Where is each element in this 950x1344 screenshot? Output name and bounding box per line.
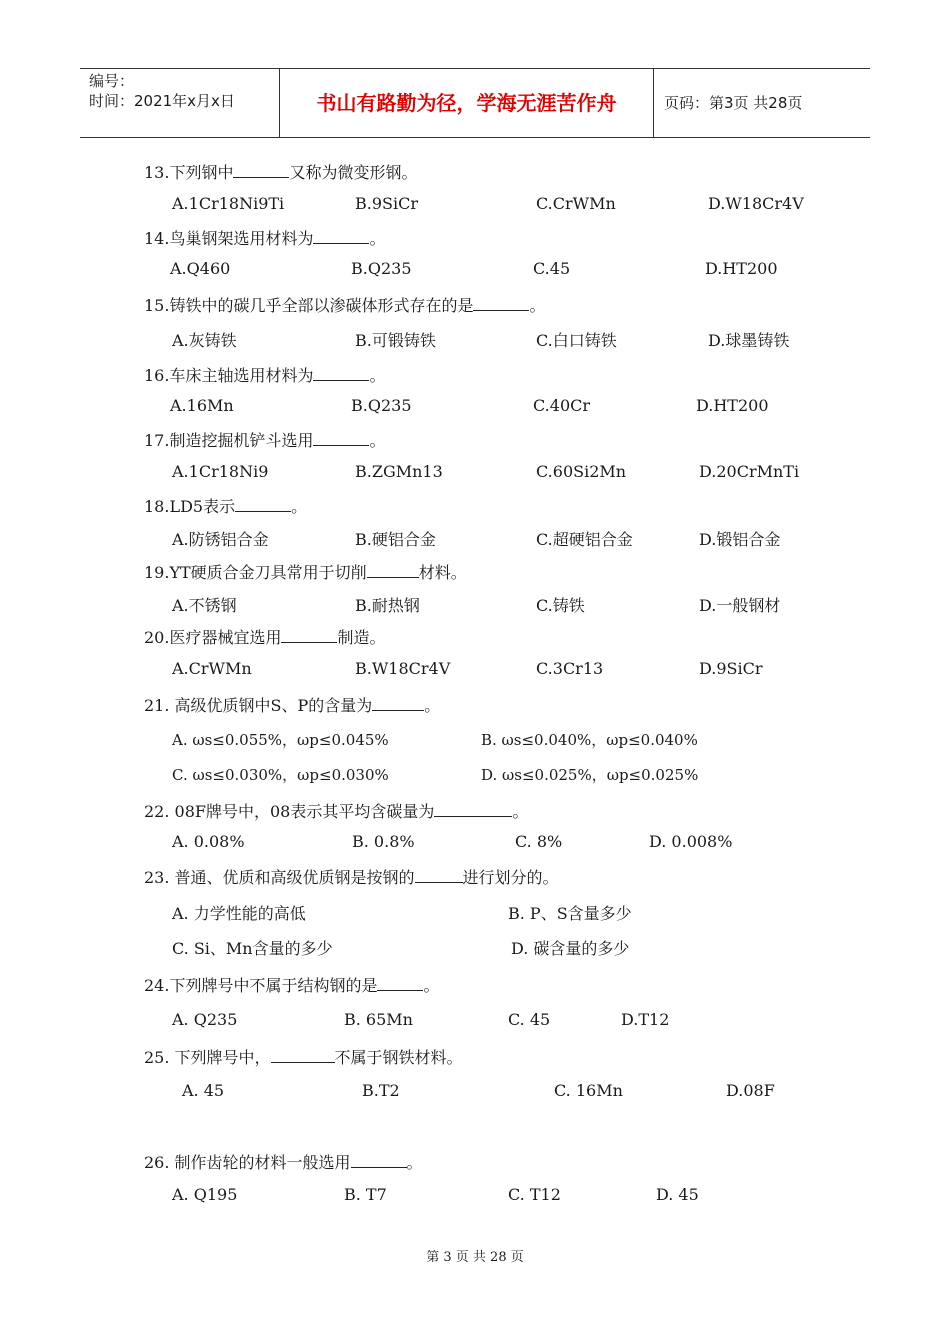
option: D.一般钢材 — [699, 596, 781, 615]
option: C.60Si2Mn — [536, 462, 627, 481]
question-14: 14.鸟巢钢架选用材料为 。 — [144, 229, 386, 248]
page-header — [80, 68, 870, 138]
option: C. 8% — [515, 832, 563, 851]
option: D. 0.008% — [649, 832, 733, 851]
question-15: 15.铸铁中的碳几乎全部以渗碳体形式存在的是 。 — [144, 296, 546, 315]
question-16: 16.车床主轴选用材料为 。 — [144, 366, 386, 385]
question-22: 22. 08F牌号中，08表示其平均含碳量为 。 — [144, 802, 529, 821]
option: A.不锈钢 — [172, 596, 237, 615]
option: B. T7 — [344, 1185, 387, 1204]
option: B.Q235 — [351, 259, 412, 278]
option: C. ωs≤0.030%，ωp≤0.030% — [172, 766, 389, 784]
question-17: 17.制造挖掘机铲斗选用 。 — [144, 431, 386, 450]
option: B.9SiCr — [355, 194, 418, 213]
option: B. ωs≤0.040%，ωp≤0.040% — [481, 731, 698, 749]
option: A.防锈铝合金 — [172, 530, 269, 549]
option: A.CrWMn — [172, 659, 252, 678]
option: A.1Cr18Ni9 — [172, 462, 269, 481]
question-20: 20.医疗器械宜选用 制造。 — [144, 628, 386, 647]
option: B.耐热钢 — [355, 596, 420, 615]
option: B.Q235 — [351, 396, 412, 415]
option: C.45 — [533, 259, 571, 278]
option: B.W18Cr4V — [355, 659, 451, 678]
option: D.HT200 — [696, 396, 769, 415]
option: A.16Mn — [170, 396, 234, 415]
question-19: 19.YT硬质合金刀具常用于切削 材料。 — [144, 563, 467, 582]
option: B. 65Mn — [344, 1010, 413, 1029]
question-25: 25. 下列牌号中， 不属于钢铁材料。 — [144, 1048, 463, 1067]
question-21: 21. 高级优质钢中S、P的含量为 。 — [144, 696, 441, 715]
option: D.锻铝合金 — [699, 530, 781, 549]
header-number-label: 编号： — [89, 72, 135, 90]
option: A. 0.08% — [172, 832, 245, 851]
option: C.CrWMn — [536, 194, 616, 213]
option: D. ωs≤0.025%，ωp≤0.025% — [481, 766, 699, 784]
option: B.可锻铸铁 — [355, 331, 436, 350]
option: C.3Cr13 — [536, 659, 604, 678]
option: B. 0.8% — [352, 832, 415, 851]
question-18: 18.LD5表示 。 — [144, 497, 308, 516]
option: C. T12 — [508, 1185, 561, 1204]
option: D.T12 — [621, 1010, 670, 1029]
header-motto: 书山有路勤为径，学海无涯苦作舟 — [280, 69, 654, 137]
option: D.HT200 — [705, 259, 778, 278]
option: A.1Cr18Ni9Ti — [172, 194, 285, 213]
question-26: 26. 制作齿轮的材料一般选用 。 — [144, 1153, 423, 1172]
option: A. ωs≤0.055%，ωp≤0.045% — [172, 731, 389, 749]
option: A. 力学性能的高低 — [172, 904, 306, 923]
option: D.08F — [726, 1081, 775, 1100]
header-page-info: 页码：第3页 共28页 — [664, 94, 803, 112]
page-footer: 第 3 页 共 28 页 — [426, 1250, 524, 1265]
option: D.20CrMnTi — [699, 462, 800, 481]
option: C. 45 — [508, 1010, 551, 1029]
option: C. Si、Mn含量的多少 — [172, 939, 333, 958]
option: B.T2 — [362, 1081, 400, 1100]
option: A. 45 — [182, 1081, 225, 1100]
option: D.9SiCr — [699, 659, 763, 678]
option: A. Q235 — [172, 1010, 238, 1029]
option: B.ZGMn13 — [355, 462, 443, 481]
option: D.W18Cr4V — [708, 194, 804, 213]
question-13: 13.下列钢中 又称为微变形钢。 — [144, 163, 418, 182]
option: D.球墨铸铁 — [708, 331, 790, 350]
option: C.白口铸铁 — [536, 331, 617, 350]
header-meta-cell — [80, 69, 280, 137]
option: B.硬铝合金 — [355, 530, 436, 549]
question-24: 24.下列牌号中不属于结构钢的是 。 — [144, 976, 440, 995]
option: D. 碳含量的多少 — [511, 939, 630, 958]
option: A. Q195 — [172, 1185, 238, 1204]
option: C.铸铁 — [536, 596, 585, 615]
option: A.Q460 — [170, 259, 231, 278]
header-date-label: 时间：2021年x月x日 — [89, 92, 235, 110]
option: D. 45 — [656, 1185, 699, 1204]
option: C.40Cr — [533, 396, 591, 415]
option: C. 16Mn — [554, 1081, 623, 1100]
option: A.灰铸铁 — [172, 331, 237, 350]
question-23: 23. 普通、优质和高级优质钢是按钢的 进行划分的。 — [144, 868, 559, 887]
option: B. P、S含量多少 — [508, 904, 632, 923]
option: C.超硬铝合金 — [536, 530, 633, 549]
